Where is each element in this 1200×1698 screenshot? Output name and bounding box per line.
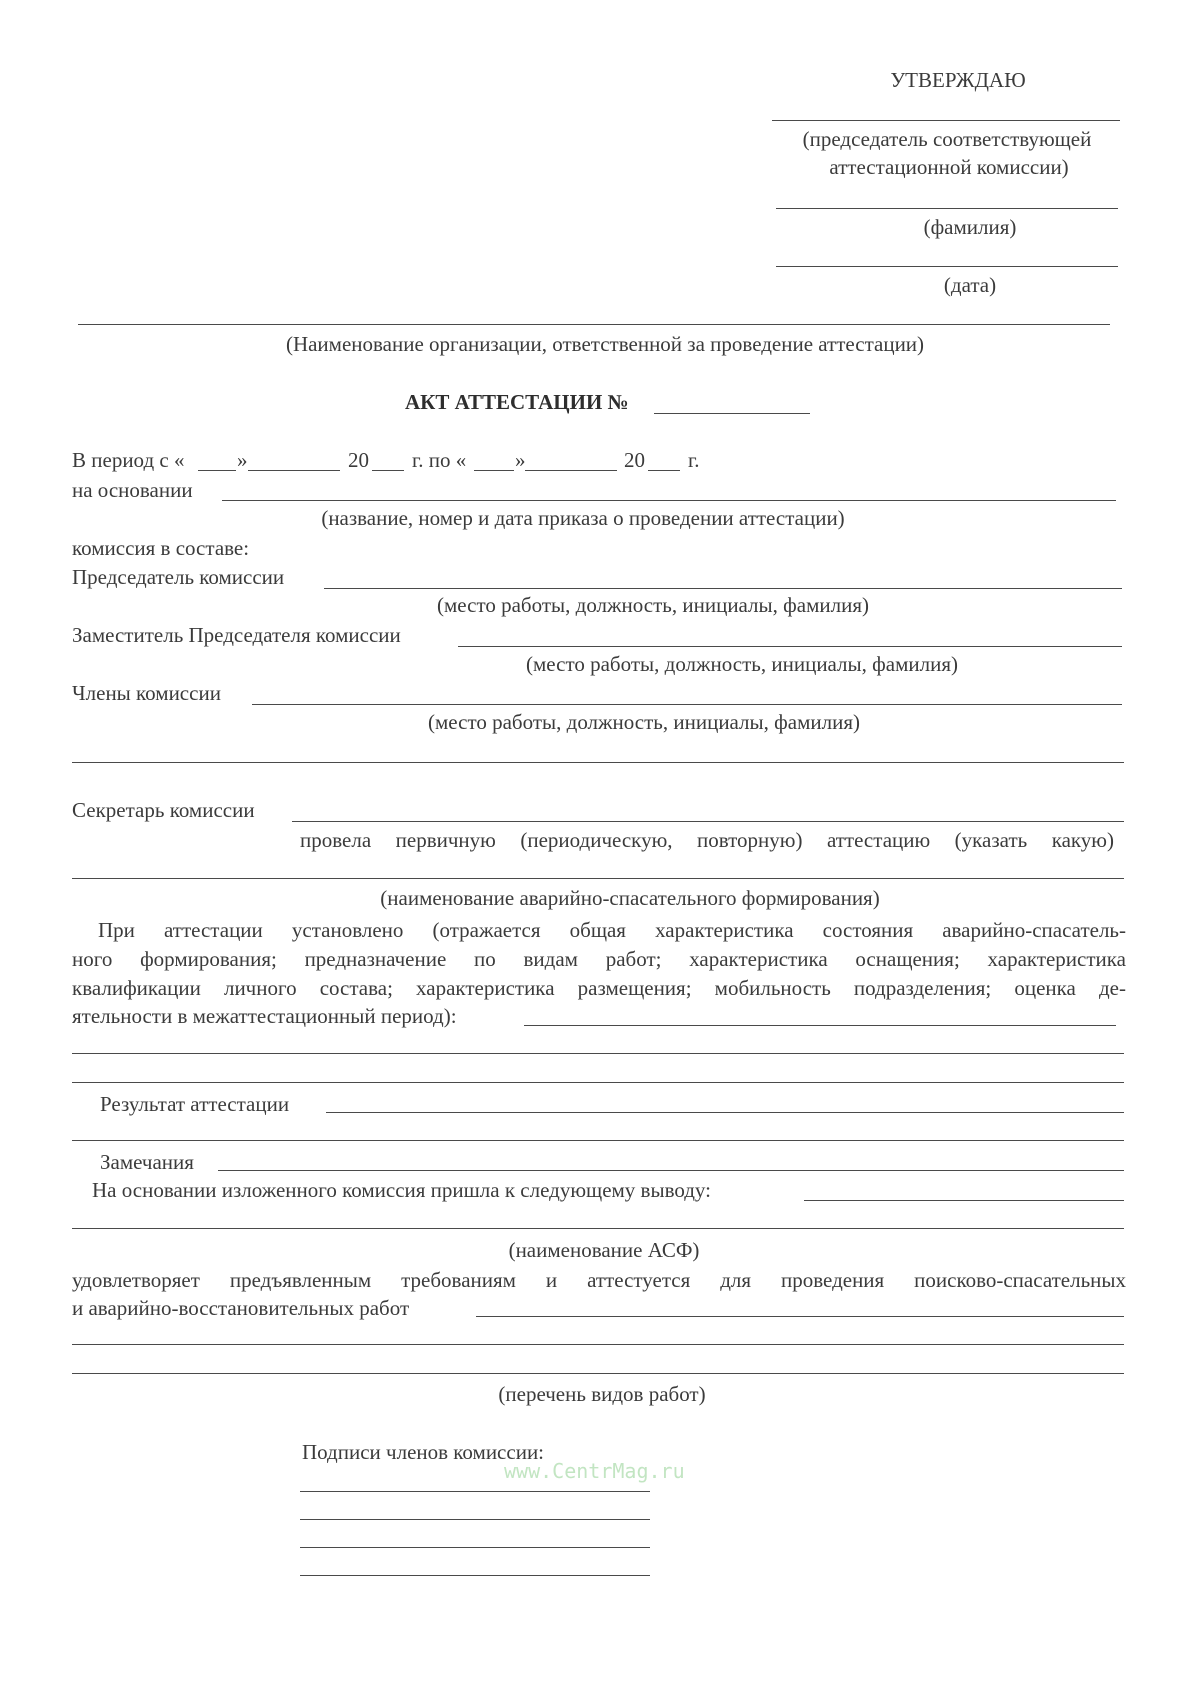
unit-caption: (наименование аварийно-спасательного формирования) [380, 886, 880, 910]
period-from-close-quote: » [237, 448, 248, 472]
findings-line-1[interactable] [524, 1025, 1116, 1026]
period-from-month-line[interactable] [248, 470, 340, 471]
findings-line4: ятельности в межаттестационный период): [72, 1004, 457, 1028]
conclusion-line[interactable] [804, 1200, 1124, 1201]
signature-line-4[interactable] [300, 1575, 650, 1576]
basis-line[interactable] [222, 500, 1116, 501]
period-suffix: г. [688, 448, 700, 472]
date-caption: (дата) [943, 273, 997, 297]
chairman-line[interactable] [324, 588, 1122, 589]
remarks-line[interactable] [218, 1170, 1124, 1171]
period-from-year-line[interactable] [372, 470, 404, 471]
secretary-line[interactable] [292, 821, 1124, 822]
signature-line-1[interactable] [300, 1491, 650, 1492]
asf-caption: (наименование АСФ) [508, 1238, 700, 1262]
signatures-label: Подписи членов комиссии: [302, 1440, 545, 1464]
deputy-label: Заместитель Председателя комиссии [72, 623, 401, 647]
signature-line-2[interactable] [300, 1519, 650, 1520]
watermark: www.CentrMag.ru [504, 1459, 685, 1483]
members-line[interactable] [252, 704, 1122, 705]
date-line[interactable] [776, 266, 1118, 267]
deputy-line[interactable] [458, 646, 1122, 647]
chair-caption-line1: (председатель соответствующей [802, 127, 1092, 151]
organization-caption: (Наименование организации, ответственной за проведение аттестации) [285, 332, 925, 356]
conclusion-line2: и аварийно-восстановительных работ [72, 1296, 410, 1320]
period-to-year-line[interactable] [648, 470, 680, 471]
period-from-year-label: 20 [348, 448, 369, 472]
signature-line-3[interactable] [300, 1547, 650, 1548]
basis-caption: (название, номер и дата приказа о проведении аттестации) [321, 506, 845, 530]
findings-line2: ного формирования; предназначение по видам работ; характеристика оснащения; характеристика [72, 947, 1126, 971]
basis-label: на основании [72, 478, 193, 502]
result-label: Результат аттестации [100, 1092, 290, 1116]
act-title: АКТ АТТЕСТАЦИИ № [405, 390, 629, 414]
findings-line1: При аттестации установлено (отражается общая характеристика состояния аварийно-спасатель- [98, 918, 1126, 942]
secretary-label: Секретарь комиссии [72, 798, 255, 822]
works-caption: (перечень видов работ) [498, 1382, 706, 1406]
surname-line[interactable] [776, 208, 1118, 209]
period-from-day-line[interactable] [198, 470, 236, 471]
works-line-3[interactable] [72, 1373, 1124, 1374]
approval-title: УТВЕРЖДАЮ [890, 68, 1026, 92]
chairman-label: Председатель комиссии [72, 565, 285, 589]
members-label: Члены комиссии [72, 681, 221, 705]
works-line-1[interactable] [476, 1316, 1124, 1317]
surname-caption: (фамилия) [923, 215, 1017, 239]
conclusion-line1: удовлетворяет предъявленным требованиям и аттестуется для проведения поисково-спасательных [72, 1268, 1126, 1292]
members-extra-line[interactable] [72, 762, 1124, 763]
result-line[interactable] [326, 1112, 1124, 1113]
period-to-day-line[interactable] [474, 470, 514, 471]
result-extra-line[interactable] [72, 1140, 1124, 1141]
period-to-month-line[interactable] [525, 470, 617, 471]
works-line-2[interactable] [72, 1344, 1124, 1345]
period-prefix: В период с « [72, 448, 185, 472]
organization-line[interactable] [78, 324, 1110, 325]
members-caption: (место работы, должность, инициалы, фамилия) [428, 710, 860, 734]
period-to-label: г. по « [412, 448, 467, 472]
period-to-year-label: 20 [624, 448, 645, 472]
chair-signature-line[interactable] [772, 120, 1120, 121]
chair-caption-line2: аттестационной комиссии) [829, 155, 1069, 179]
findings-line-3[interactable] [72, 1082, 1124, 1083]
chairman-caption: (место работы, должность, инициалы, фамилия) [437, 593, 869, 617]
remarks-label: Замечания [100, 1150, 194, 1174]
deputy-caption: (место работы, должность, инициалы, фамилия) [526, 652, 958, 676]
period-to-close-quote: » [515, 448, 526, 472]
act-number-line[interactable] [654, 413, 810, 414]
findings-line-2[interactable] [72, 1053, 1124, 1054]
conclusion-label: На основании изложенного комиссия пришла к следующему выводу: [92, 1178, 711, 1202]
conducted-text: провела первичную (периодическую, повторную) аттестацию (указать какую) [300, 828, 1114, 852]
asf-line[interactable] [72, 1228, 1124, 1229]
findings-line3: квалификации личного состава; характеристика размещения; мобильность подразделения; оценка де- [72, 976, 1126, 1000]
unit-line[interactable] [72, 878, 1124, 879]
commission-label: комиссия в составе: [72, 536, 250, 560]
